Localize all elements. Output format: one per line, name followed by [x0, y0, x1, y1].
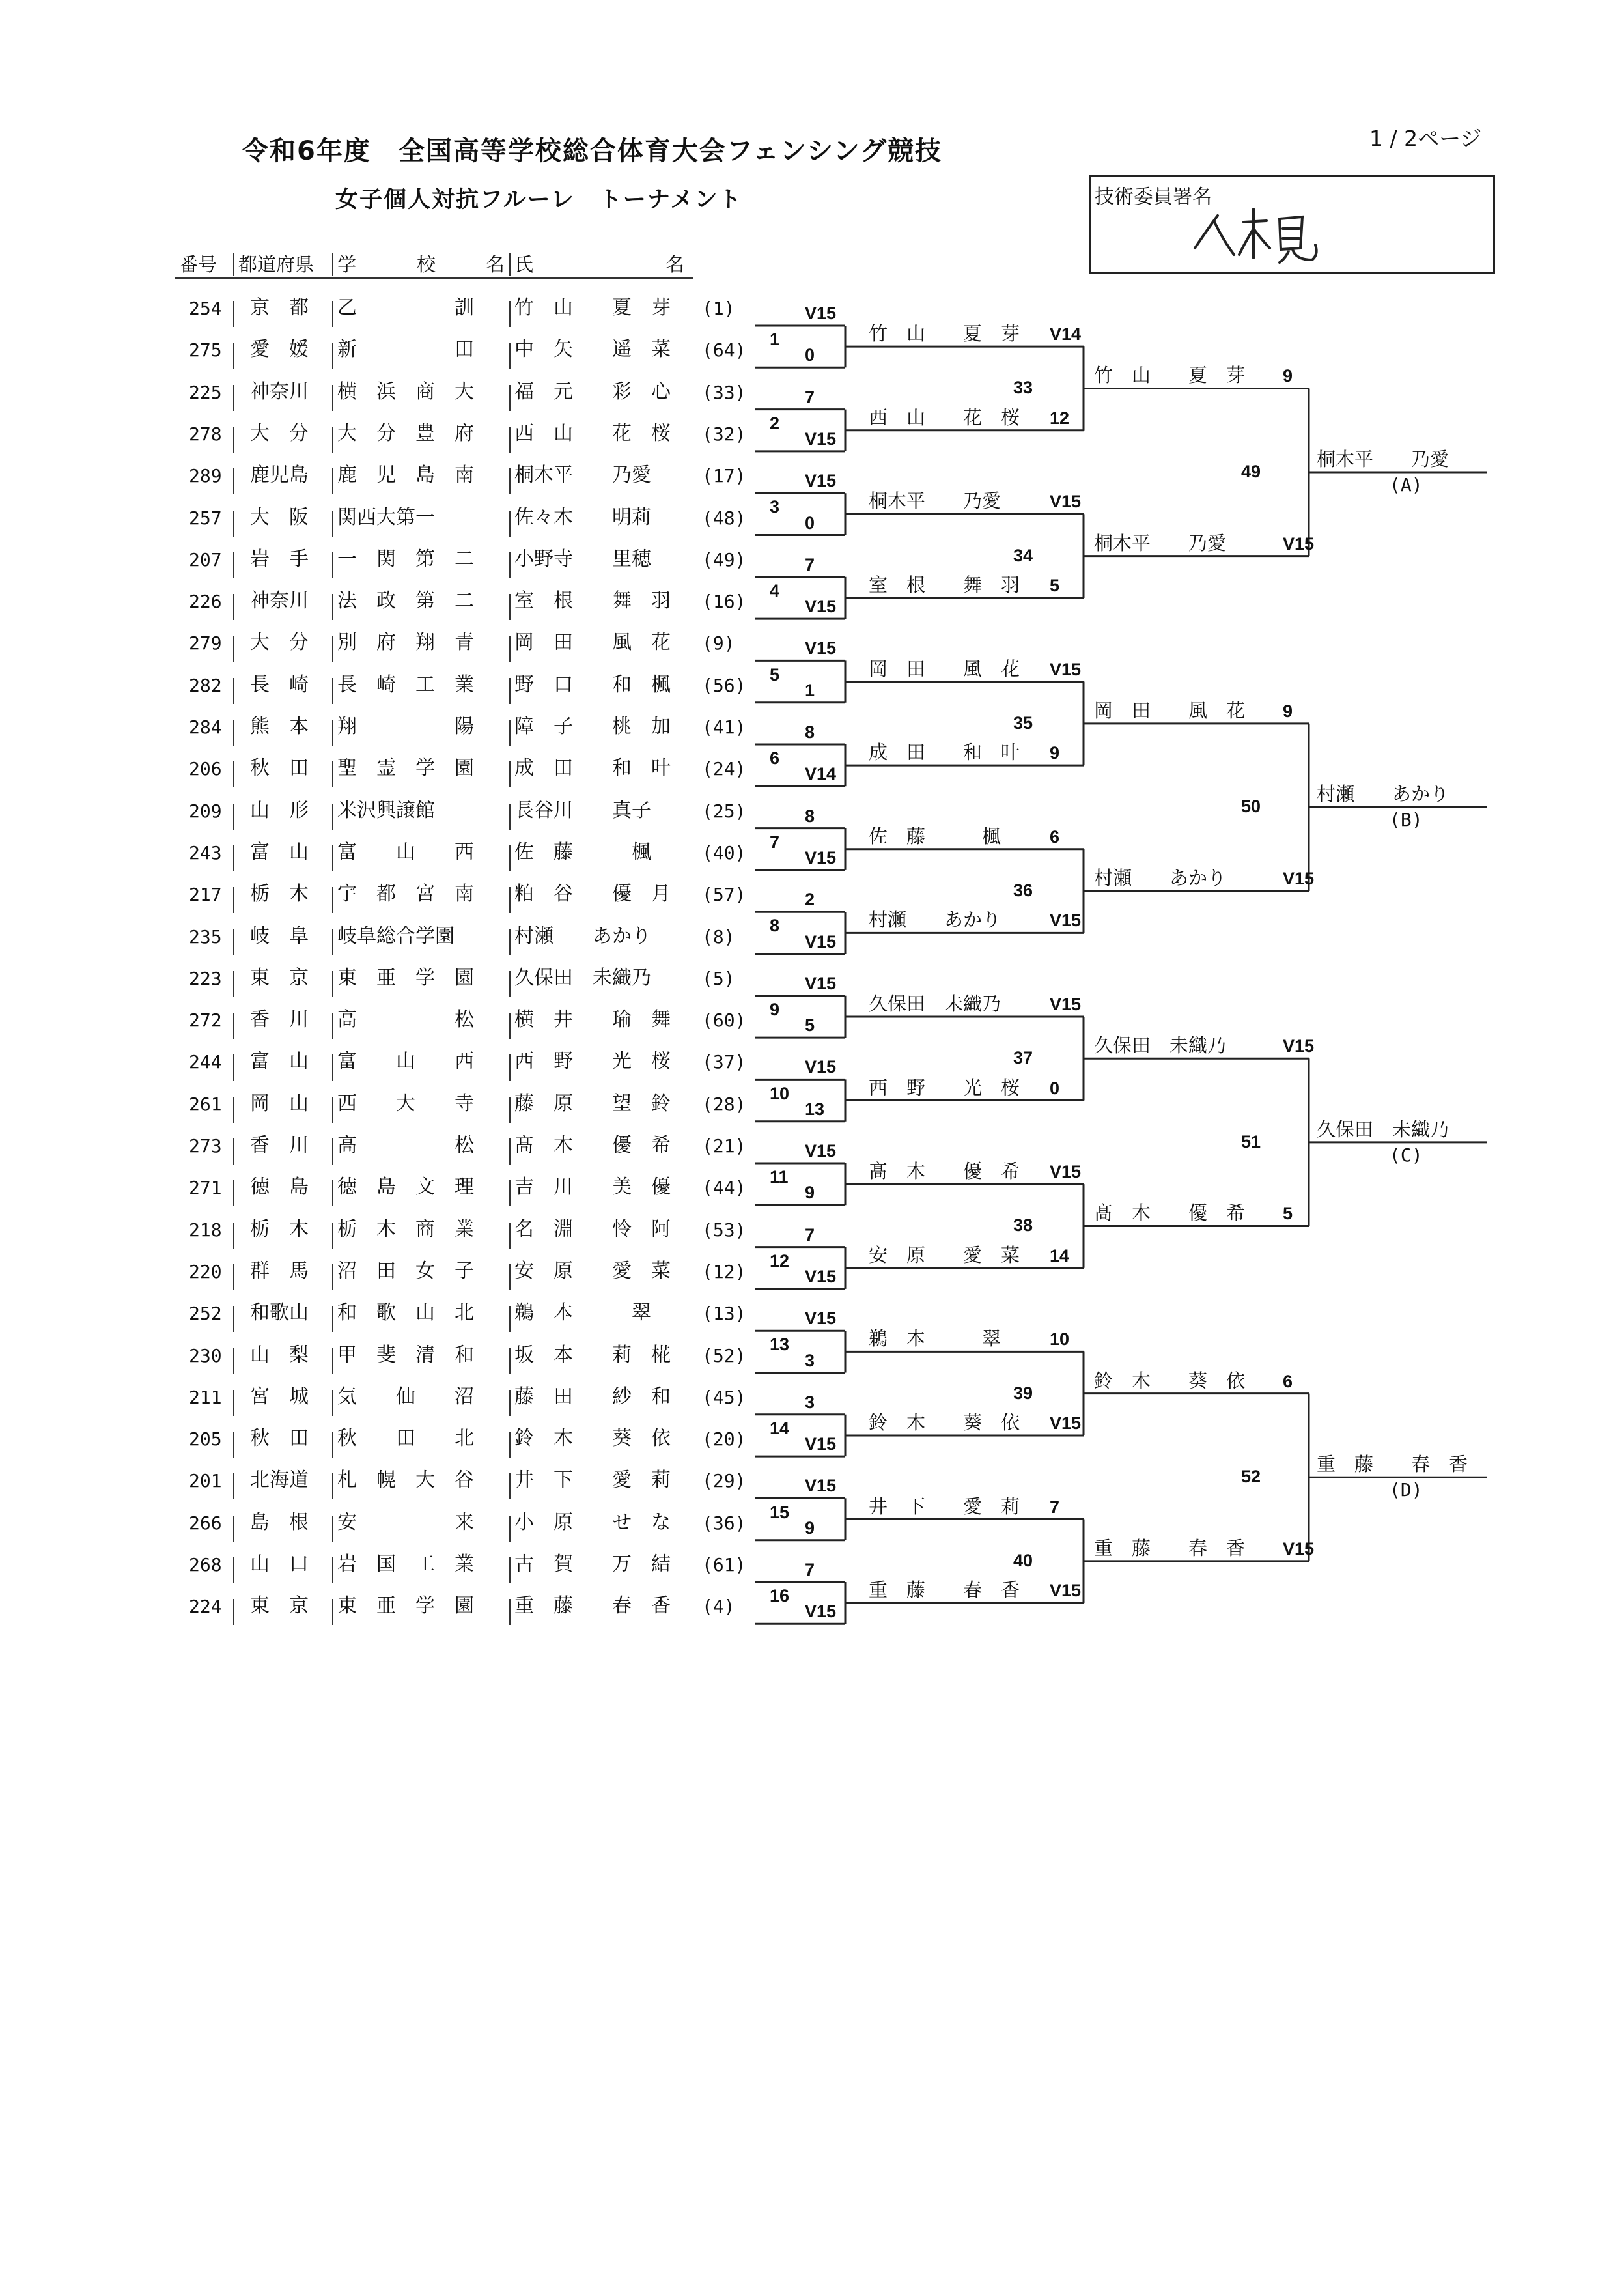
round3-score: 9 — [1283, 701, 1293, 721]
round3-score: 6 — [1283, 1371, 1293, 1391]
entrant-name: 鈴 木 葵 依 — [514, 1427, 671, 1450]
round1-score: 7 — [805, 554, 815, 574]
entrant-school: 札 幌 大 谷 — [337, 1469, 474, 1492]
entrant-prefecture: 秋 田 — [250, 757, 309, 780]
entrant-name: 長谷川 真子 — [514, 799, 651, 822]
signature-label: 技術委員署名 — [1095, 186, 1212, 208]
entrant-name: 髙 木 優 希 — [514, 1134, 671, 1157]
finalist-name: 久保田 未織乃 — [1317, 1118, 1449, 1140]
round2-match-number: 36 — [1013, 881, 1033, 901]
round3-name: 村瀬 あかり — [1094, 867, 1227, 890]
entrant-school: 富 山 西 — [337, 1050, 474, 1073]
finalist-name: 重 藤 春 香 — [1317, 1453, 1468, 1476]
entrant-seed: (45) — [702, 1386, 746, 1408]
round3-score: 5 — [1283, 1204, 1293, 1224]
round1-score: 0 — [805, 345, 815, 365]
round2-name: 鵜 本 翠 — [869, 1327, 1001, 1350]
header-name-b: 名 — [665, 253, 685, 276]
entrant-number: 243 — [189, 841, 222, 864]
entrant-prefecture: 富 山 — [250, 1050, 309, 1073]
round1-score: V15 — [805, 638, 837, 658]
entrant-number: 272 — [189, 1010, 222, 1032]
entrant-prefecture: 愛 媛 — [250, 338, 309, 361]
entrant-name: 久保田 未織乃 — [514, 966, 651, 989]
entrant-school: 米沢興譲館 — [337, 799, 435, 822]
round2-name: 岡 田 風 花 — [869, 657, 1020, 680]
entrant-school: 関西大第一 — [337, 505, 435, 529]
round1-match-number: 13 — [770, 1335, 790, 1355]
round2-score: 9 — [1050, 743, 1060, 763]
round2-name: 室 根 舞 羽 — [869, 573, 1020, 596]
entrant-prefecture: 栃 木 — [250, 1217, 309, 1241]
entrant-seed: (49) — [702, 548, 746, 571]
entrant-seed: (1) — [702, 298, 735, 319]
round1-score: V15 — [805, 1141, 837, 1161]
entrant-name: 西 山 花 桜 — [514, 421, 671, 445]
round1-score: 2 — [805, 890, 815, 910]
entrant-seed: (25) — [702, 800, 746, 822]
entrant-prefecture: 香 川 — [250, 1134, 309, 1157]
entrant-number: 217 — [189, 884, 222, 906]
entrant-number: 282 — [189, 674, 222, 696]
round3-name: 竹 山 夏 芽 — [1094, 364, 1246, 387]
entrant-prefecture: 大 分 — [250, 421, 309, 445]
round2-name: 久保田 未織乃 — [869, 992, 1001, 1015]
entrant-school: 新 田 — [337, 338, 474, 361]
round1-score: 8 — [805, 806, 815, 826]
round2-score: V15 — [1050, 994, 1082, 1014]
entrant-number: 244 — [189, 1051, 222, 1073]
entrant-seed: (61) — [702, 1554, 746, 1576]
round1-score: 3 — [805, 1350, 815, 1370]
round1-match-number: 5 — [770, 664, 780, 685]
entrant-prefecture: 北海道 — [250, 1469, 309, 1492]
entrant-name: 井 下 愛 莉 — [514, 1469, 671, 1492]
page-title: 令和6年度 全国高等学校総合体育大会フェンシング競技 — [242, 136, 943, 166]
entrant-school: 鹿 児 島 南 — [337, 464, 474, 487]
entrant-seed: (36) — [702, 1512, 746, 1534]
round1-score: 7 — [805, 1224, 815, 1245]
round2-name: 村瀬 あかり — [869, 909, 1001, 931]
entrant-number: 275 — [189, 339, 222, 361]
round1-score: V15 — [805, 973, 837, 993]
entrant-name: 重 藤 春 香 — [514, 1594, 671, 1618]
round2-match-number: 34 — [1013, 545, 1033, 565]
round1-score: V15 — [805, 847, 837, 868]
entrant-school: 気 仙 沼 — [337, 1385, 474, 1408]
entrant-name: 岡 田 風 花 — [514, 631, 671, 655]
header-no: 番号 — [179, 253, 217, 276]
entrant-number: 218 — [189, 1219, 222, 1241]
round2-score: V15 — [1050, 911, 1082, 931]
entrant-seed: (33) — [702, 381, 746, 403]
round2-score: V15 — [1050, 659, 1082, 679]
round1-score: 7 — [805, 387, 815, 407]
round1-match-number: 15 — [770, 1502, 790, 1522]
entrant-name: 障 子 桃 加 — [514, 715, 671, 738]
round3-match-number: 52 — [1241, 1467, 1261, 1487]
entrant-seed: (53) — [702, 1219, 746, 1241]
round2-match-number: 40 — [1013, 1550, 1033, 1570]
entrant-school: 東 亜 学 園 — [337, 966, 474, 989]
round1-score: V15 — [805, 1266, 837, 1286]
entrant-prefecture: 徳 島 — [250, 1176, 309, 1199]
entrant-number: 271 — [189, 1177, 222, 1199]
entrant-prefecture: 秋 田 — [250, 1427, 309, 1450]
round1-score: V15 — [805, 931, 837, 952]
entrant-name: 村瀬 あかり — [514, 924, 651, 948]
entrant-prefecture: 長 崎 — [250, 673, 309, 696]
entrant-seed: (60) — [702, 1010, 746, 1032]
round1-score: 3 — [805, 1392, 815, 1412]
round2-score: V15 — [1050, 1162, 1082, 1182]
entrant-name: 小 原 せ な — [514, 1510, 671, 1534]
entrant-school: 長 崎 工 業 — [337, 673, 474, 696]
entrant-prefecture: 富 山 — [250, 840, 309, 864]
round1-score: 8 — [805, 722, 815, 742]
round2-score: V15 — [1050, 492, 1082, 512]
entrant-name: 福 元 彩 心 — [514, 380, 671, 403]
entrant-number: 289 — [189, 465, 222, 487]
finalist-group: (C) — [1390, 1144, 1423, 1166]
round1-score: V15 — [805, 1476, 837, 1496]
finalist-group: (D) — [1390, 1479, 1423, 1501]
entrant-seed: (40) — [702, 841, 746, 864]
entrant-school: 聖 霊 学 園 — [337, 757, 474, 780]
entrant-prefecture: 京 都 — [250, 296, 309, 319]
entrant-seed: (28) — [702, 1093, 746, 1115]
entrant-prefecture: 栃 木 — [250, 883, 309, 906]
entrant-name: 室 根 舞 羽 — [514, 589, 671, 613]
entrant-name: 竹 山 夏 芽 — [514, 296, 671, 319]
entrant-seed: (12) — [702, 1260, 746, 1282]
round2-name: 安 原 愛 菜 — [869, 1243, 1020, 1266]
entrant-prefecture: 神奈川 — [250, 589, 309, 613]
entrant-seed: (32) — [702, 423, 746, 445]
entrant-name: 小野寺 里穂 — [514, 547, 651, 571]
round1-score: 13 — [805, 1099, 825, 1119]
round3-match-number: 51 — [1241, 1131, 1261, 1152]
entrant-prefecture: 島 根 — [250, 1510, 309, 1534]
entrant-name: 野 口 和 楓 — [514, 673, 671, 696]
entrant-seed: (57) — [702, 884, 746, 906]
entrant-school: 法 政 第 二 — [337, 589, 474, 613]
entrant-seed: (9) — [702, 632, 735, 655]
entrant-school: 高 松 — [337, 1134, 474, 1157]
entrant-seed: (52) — [702, 1344, 746, 1366]
round1-score: V15 — [805, 1602, 837, 1622]
entrant-prefecture: 岩 手 — [250, 547, 309, 571]
entrant-seed: (64) — [702, 339, 746, 361]
entrant-school: 大 分 豊 府 — [337, 421, 474, 445]
entrant-number: 278 — [189, 423, 222, 445]
round1-score: V15 — [805, 1057, 837, 1077]
entrant-seed: (13) — [702, 1303, 746, 1325]
round2-name: 西 野 光 桜 — [869, 1076, 1020, 1099]
round3-name: 鈴 木 葵 依 — [1094, 1369, 1246, 1392]
round1-score: V15 — [805, 304, 837, 323]
entrant-school: 翔 陽 — [337, 715, 474, 738]
entrant-number: 220 — [189, 1260, 222, 1282]
entrant-name: 安 原 愛 菜 — [514, 1259, 671, 1282]
round3-name: 重 藤 春 香 — [1094, 1536, 1246, 1559]
round3-name: 桐木平 乃愛 — [1094, 531, 1227, 554]
round3-score: V15 — [1283, 533, 1315, 554]
round1-score: V15 — [805, 1434, 837, 1454]
entrant-name: 成 田 和 叶 — [514, 757, 671, 780]
round2-score: V14 — [1050, 324, 1082, 345]
round1-match-number: 8 — [770, 916, 780, 936]
round1-score: 7 — [805, 1560, 815, 1579]
round3-score: 9 — [1283, 366, 1293, 386]
round1-score: 9 — [805, 1183, 815, 1203]
entrant-number: 211 — [189, 1386, 222, 1408]
round1-score: V15 — [805, 597, 837, 617]
entrant-number: 235 — [189, 926, 222, 948]
round2-name: 竹 山 夏 芽 — [869, 322, 1020, 345]
round1-score: V15 — [805, 1308, 837, 1329]
entrant-seed: (44) — [702, 1177, 746, 1199]
entrant-name: 西 野 光 桜 — [514, 1050, 671, 1073]
round1-match-number: 4 — [770, 580, 780, 601]
entrant-number: 254 — [189, 298, 222, 319]
entrant-school: 岩 国 工 業 — [337, 1553, 474, 1576]
entrant-school: 東 亜 学 園 — [337, 1594, 474, 1618]
round1-match-number: 16 — [770, 1586, 790, 1606]
entrant-number: 261 — [189, 1093, 222, 1115]
entrant-number: 284 — [189, 716, 222, 738]
finalist-name: 桐木平 乃愛 — [1317, 448, 1449, 471]
entrant-prefecture: 山 梨 — [250, 1343, 309, 1366]
entrant-number: 225 — [189, 381, 222, 403]
entrant-name: 名 淵 怜 阿 — [514, 1217, 671, 1241]
header-school-a: 学 — [337, 253, 357, 276]
entrant-number: 224 — [189, 1596, 222, 1618]
page-number: 1 / 2ページ — [1369, 126, 1482, 151]
round1-score: V15 — [805, 471, 837, 491]
entrant-number: 273 — [189, 1135, 222, 1157]
entrant-school: 別 府 翔 青 — [337, 631, 474, 655]
round2-name: 鈴 木 葵 依 — [869, 1411, 1020, 1434]
round2-score: 0 — [1050, 1078, 1060, 1098]
entrant-school: 和 歌 山 北 — [337, 1301, 474, 1325]
entrant-seed: (20) — [702, 1428, 746, 1450]
round3-score: V15 — [1283, 869, 1315, 889]
round1-match-number: 10 — [770, 1083, 790, 1103]
entrant-number: 207 — [189, 548, 222, 571]
entrant-prefecture: 大 分 — [250, 631, 309, 655]
entrant-number: 257 — [189, 507, 222, 529]
header-school-b: 校 — [417, 253, 436, 276]
round2-score: 12 — [1050, 408, 1070, 428]
round1-match-number: 14 — [770, 1418, 790, 1438]
entrant-school: 徳 島 文 理 — [337, 1176, 474, 1199]
round3-score: V15 — [1283, 1036, 1315, 1056]
round2-score: 10 — [1050, 1329, 1070, 1350]
entrant-school: 安 来 — [337, 1510, 474, 1534]
entrant-number: 206 — [189, 758, 222, 780]
finalist-name: 村瀬 あかり — [1317, 783, 1449, 806]
entrant-prefecture: 東 京 — [250, 966, 309, 989]
entrant-prefecture: 鹿児島 — [250, 464, 309, 487]
entrant-prefecture: 香 川 — [250, 1008, 309, 1032]
entrant-school: 乙 訓 — [337, 296, 474, 319]
entrant-school: 横 浜 商 大 — [337, 380, 474, 403]
round2-match-number: 33 — [1013, 378, 1033, 398]
entrant-prefecture: 和歌山 — [250, 1301, 309, 1325]
entrant-prefecture: 熊 本 — [250, 715, 309, 738]
finalist-group: (B) — [1390, 809, 1423, 831]
entrant-name: 藤 原 望 鈴 — [514, 1092, 671, 1115]
round1-match-number: 12 — [770, 1251, 790, 1271]
entrant-name: 粕 谷 優 月 — [514, 883, 671, 906]
entrant-seed: (5) — [702, 967, 735, 989]
entrant-prefecture: 岐 阜 — [250, 924, 309, 948]
entrant-number: 279 — [189, 632, 222, 655]
round2-score: V15 — [1050, 1413, 1082, 1433]
entrant-number: 223 — [189, 967, 222, 989]
round2-name: 西 山 花 桜 — [869, 406, 1020, 429]
round2-score: 7 — [1050, 1497, 1060, 1517]
entrant-prefecture: 山 口 — [250, 1553, 309, 1576]
entrant-name: 古 賀 万 結 — [514, 1553, 671, 1576]
round1-match-number: 7 — [770, 832, 780, 852]
entrant-school: 甲 斐 清 和 — [337, 1343, 474, 1366]
round2-name: 髙 木 優 希 — [869, 1160, 1020, 1183]
entrant-seed: (37) — [702, 1051, 746, 1073]
entrant-name: 佐々木 明莉 — [514, 505, 651, 529]
entrant-seed: (4) — [702, 1596, 735, 1618]
round1-score: V15 — [805, 429, 837, 449]
entrant-seed: (24) — [702, 758, 746, 780]
round1-score: 0 — [805, 513, 815, 533]
entrant-number: 205 — [189, 1428, 222, 1450]
entrant-number: 209 — [189, 800, 222, 822]
entrant-prefecture: 群 馬 — [250, 1259, 309, 1282]
round2-score: 14 — [1050, 1245, 1070, 1265]
round2-match-number: 35 — [1013, 713, 1033, 733]
round1-score: 5 — [805, 1015, 815, 1036]
entrant-school: 富 山 西 — [337, 840, 474, 864]
round1-score: V14 — [805, 764, 837, 784]
entrant-name: 中 矢 遥 菜 — [514, 338, 671, 361]
entrant-number: 230 — [189, 1344, 222, 1366]
round1-match-number: 6 — [770, 748, 780, 769]
entrant-school: 栃 木 商 業 — [337, 1217, 474, 1241]
round3-name: 岡 田 風 花 — [1094, 699, 1246, 722]
page-subtitle: 女子個人対抗フルーレ トーナメント — [335, 187, 743, 213]
entrant-school: 秋 田 北 — [337, 1427, 474, 1450]
round2-name: 井 下 愛 莉 — [869, 1495, 1020, 1518]
entrant-name: 横 井 瑜 舞 — [514, 1008, 671, 1032]
finalist-group: (A) — [1390, 474, 1423, 496]
round2-score: 5 — [1050, 575, 1060, 595]
entrant-number: 268 — [189, 1554, 222, 1576]
entrant-prefecture: 山 形 — [250, 799, 309, 822]
entrant-prefecture: 大 阪 — [250, 505, 309, 529]
round1-match-number: 2 — [770, 413, 780, 433]
round2-name: 重 藤 春 香 — [869, 1579, 1020, 1602]
round3-name: 久保田 未織乃 — [1094, 1034, 1227, 1057]
entrant-school: 一 関 第 二 — [337, 547, 474, 571]
entrant-prefecture: 宮 城 — [250, 1385, 309, 1408]
entrant-school: 岐阜総合学園 — [337, 924, 455, 948]
round1-match-number: 11 — [770, 1167, 789, 1187]
entrant-number: 252 — [189, 1303, 222, 1325]
entrant-name: 藤 田 紗 和 — [514, 1385, 671, 1408]
entrant-seed: (41) — [702, 716, 746, 738]
round2-score: V15 — [1050, 1581, 1082, 1601]
entrant-name: 佐 藤 楓 — [514, 840, 651, 864]
round2-name: 佐 藤 楓 — [869, 825, 1001, 847]
round2-name: 成 田 和 叶 — [869, 741, 1020, 764]
header-school-c: 名 — [486, 253, 505, 276]
entrant-seed: (21) — [702, 1135, 746, 1157]
entrant-seed: (16) — [702, 591, 746, 613]
entrant-prefecture: 神奈川 — [250, 380, 309, 403]
entrant-school: 西 大 寺 — [337, 1092, 474, 1115]
entrant-seed: (48) — [702, 507, 746, 529]
entrant-seed: (8) — [702, 926, 735, 948]
round3-name: 髙 木 優 希 — [1094, 1202, 1246, 1224]
entrant-name: 吉 川 美 優 — [514, 1176, 671, 1199]
round1-match-number: 9 — [770, 999, 780, 1019]
header-name-a: 氏 — [514, 253, 534, 276]
round2-name: 桐木平 乃愛 — [869, 490, 1001, 513]
entrant-prefecture: 東 京 — [250, 1594, 309, 1618]
entrant-school: 高 松 — [337, 1008, 474, 1032]
entrant-number: 201 — [189, 1470, 222, 1492]
entrant-name: 鵜 本 翠 — [514, 1301, 651, 1325]
round1-score: 9 — [805, 1518, 815, 1538]
round3-match-number: 49 — [1241, 462, 1261, 482]
round1-score: 1 — [805, 680, 815, 700]
entrant-seed: (56) — [702, 674, 746, 696]
round2-match-number: 39 — [1013, 1383, 1033, 1403]
round3-score: V15 — [1283, 1538, 1315, 1559]
entrant-number: 226 — [189, 591, 222, 613]
entrant-name: 坂 本 莉 椛 — [514, 1343, 671, 1366]
entrant-seed: (17) — [702, 465, 746, 487]
entrant-number: 266 — [189, 1512, 222, 1534]
round2-score: 6 — [1050, 827, 1060, 847]
round1-match-number: 1 — [770, 330, 780, 350]
entrant-school: 沼 田 女 子 — [337, 1259, 474, 1282]
header-pref: 都道府県 — [238, 253, 315, 276]
entrant-name: 桐木平 乃愛 — [514, 464, 651, 487]
entrant-prefecture: 岡 山 — [250, 1092, 309, 1115]
round2-match-number: 38 — [1013, 1215, 1033, 1236]
entrant-school: 宇 都 宮 南 — [337, 883, 474, 906]
round3-match-number: 50 — [1241, 797, 1261, 817]
entrant-seed: (29) — [702, 1470, 746, 1492]
round2-match-number: 37 — [1013, 1048, 1033, 1068]
round1-match-number: 3 — [770, 497, 780, 517]
